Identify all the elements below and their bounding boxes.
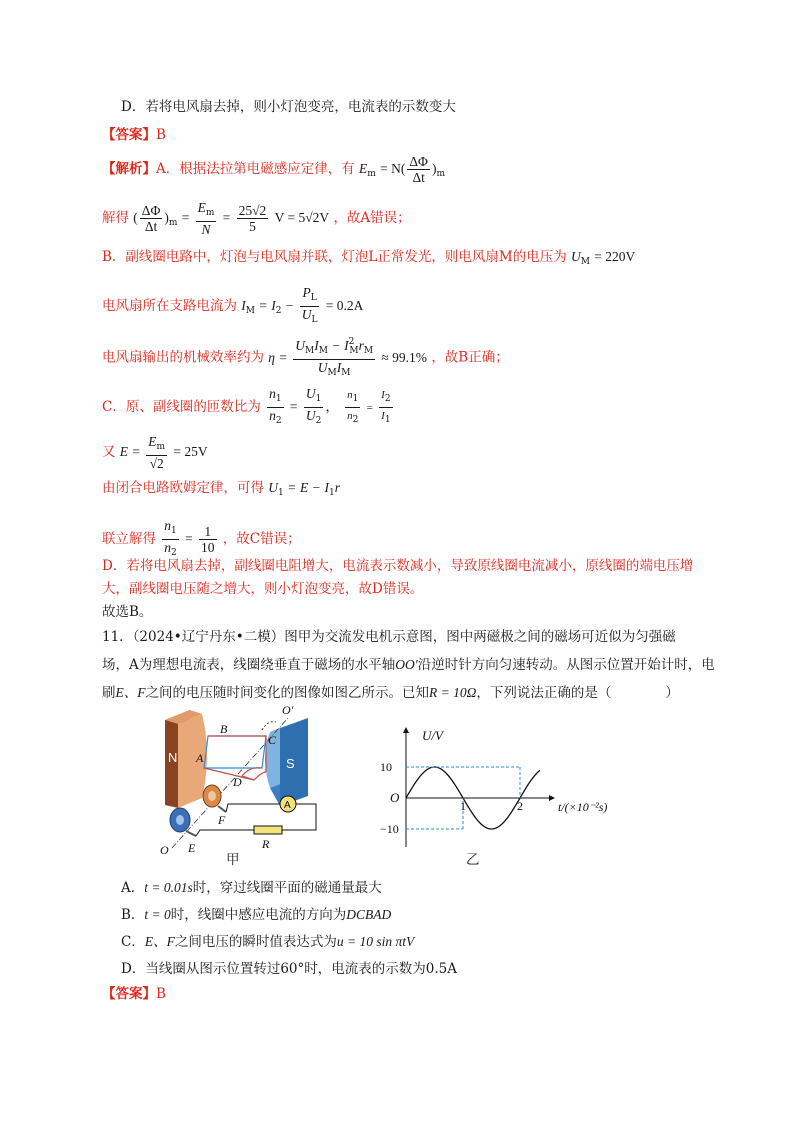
conclusion: 故选B。 [102, 604, 153, 620]
y-tick-label-neg: −10 [380, 822, 399, 836]
coil-front [208, 736, 266, 780]
analysis-label: 【解析】 [102, 161, 156, 177]
brush-f [218, 806, 226, 812]
brush-e [186, 831, 196, 836]
analysis-line-e: 电风扇输出的机械效率约为 η = $\frac{U_MI_M - I^2_Mr_M}{U_MI_M}$ ≈ 99.1% ，故B正确； [102, 337, 509, 378]
x-axis-label: t/(×10⁻²s) [558, 800, 608, 814]
analysis-line-g: 又 E = $\frac{E_m}{√2}$ = 25V [102, 434, 208, 471]
formula-faraday: $E_m = N$( $\frac{\Delta\Phi}{\Delta t}$ )$_m$ [359, 154, 445, 185]
analysis-line-f: C．原、副线圈的匝数比为 $\frac{n_1}{n_2}$ = $\frac{U_1}{U_2}$ ， $\frac{n_1}{n_2}$ = $\frac{I_2}{I_1}$ [102, 386, 391, 426]
label-f: F [218, 813, 226, 827]
label-b: B [220, 722, 228, 736]
x-tick-label-2: 2 [517, 799, 523, 813]
answer-line-2 [102, 984, 166, 1004]
answer-value: B [156, 127, 166, 143]
wire-bottom [196, 830, 254, 836]
label-e: E [188, 841, 196, 855]
option-d: D．当线圈从图示位置转过60°时，电流表的示数为0.5A [121, 961, 457, 977]
answer-value-2: B [156, 986, 166, 1002]
analysis-line-h: 由闭合电路欧姆定律，可得 $U_1 = E - I_1r$ [102, 480, 340, 498]
label-a: A [196, 751, 204, 765]
answer-line-1 [102, 125, 166, 145]
fig-left-caption: 甲 [226, 852, 240, 868]
coil-back [204, 736, 266, 768]
formula-flux-rate: ( $\frac{\Delta\Phi}{\Delta t}$ )$_m$ = $\frac{E_m}{N}$ = $\frac{25√2}{5}$ V = 5√2V [133, 200, 330, 237]
origin-label: O [390, 790, 400, 805]
pole-n-label: N [168, 750, 178, 765]
pole-s-label: S [286, 756, 295, 771]
ammeter-label: A [284, 800, 291, 811]
resistor [254, 826, 282, 834]
analysis-line-d: 电风扇所在支路电流为 $I_M = I_2$ − $\frac{P_L}{U_L}$ = 0.2A [102, 285, 364, 325]
q11-line-2: 场，A为理想电流表，线圈绕垂直于磁场的水平轴OO′沿逆时针方向匀速转动。从图示位置开始计时，电 [102, 657, 715, 673]
q11-line-3: 刷E、F之间的电压随时间变化的图像如图乙所示。已知R = 10Ω，下列说法正确的是（ ） [102, 685, 679, 701]
q11-line-1: 11．（2024•辽宁丹东•二模）图甲为交流发电机示意图，图中两磁极之间的磁场可近似为匀强磁 [102, 629, 676, 645]
rotation-arrow [262, 722, 276, 730]
analysis-line-j: D．若将电风扇去掉，副线圈电阻增大，电流表示数减小，导致原线圈电流减小，原线圈的端电压增 [102, 558, 694, 574]
label-o-prime: O′ [282, 703, 294, 717]
analysis-line-c: B．副线圈电路中，灯泡与电风扇并联，灯泡L正常发光，则电风扇M的电压为 $U_M = 220V$ [102, 249, 636, 267]
label-o: O [160, 843, 169, 857]
y-tick-label-pos: 10 [380, 760, 392, 774]
label-d: D [233, 775, 242, 789]
label-c: C [268, 733, 277, 747]
option-a: A．t = 0.01s时，穿过线圈平面的磁通量最大 [121, 880, 382, 896]
wire-top [226, 804, 280, 812]
analysis-line-k: 大，副线圈电压随之增大，则小灯泡变亮，故D错误。 [102, 581, 424, 597]
answer-label-2: 【答案】 [102, 986, 156, 1002]
answer-label: 【答案】 [102, 127, 156, 143]
option-c: C．E、F之间电压的瞬时值表达式为u = 10 sin πtV [121, 934, 415, 950]
voltage-chart [368, 722, 638, 852]
x-tick-label-1: 1 [460, 799, 466, 813]
generator-diagram [150, 700, 325, 870]
option-b: B．t = 0时，线圈中感应电流的方向为DCBAD [121, 907, 392, 923]
y-axis-label: U/V [422, 728, 443, 743]
analysis-line-i: 联立解得 $\frac{n_1}{n_2}$ = $\frac{1}{10}$ ，故C错误； [102, 518, 301, 558]
analysis-line-b: 解得 ( $\frac{\Delta\Phi}{\Delta t}$ )$_m$ = $\frac{E_m}{N}$ = $\frac{25√2}{5}$ V = 5√2V ，故A错误； [102, 200, 411, 237]
analysis-a-text: A．根据法拉第电磁感应定律，有 [156, 161, 355, 177]
label-r: R [262, 837, 270, 851]
option-d-prev: D．若将电风扇去掉，则小灯泡变亮，电流表的示数变大 [121, 99, 456, 115]
analysis-line-a [102, 154, 445, 185]
fig-right-caption: 乙 [466, 852, 480, 868]
